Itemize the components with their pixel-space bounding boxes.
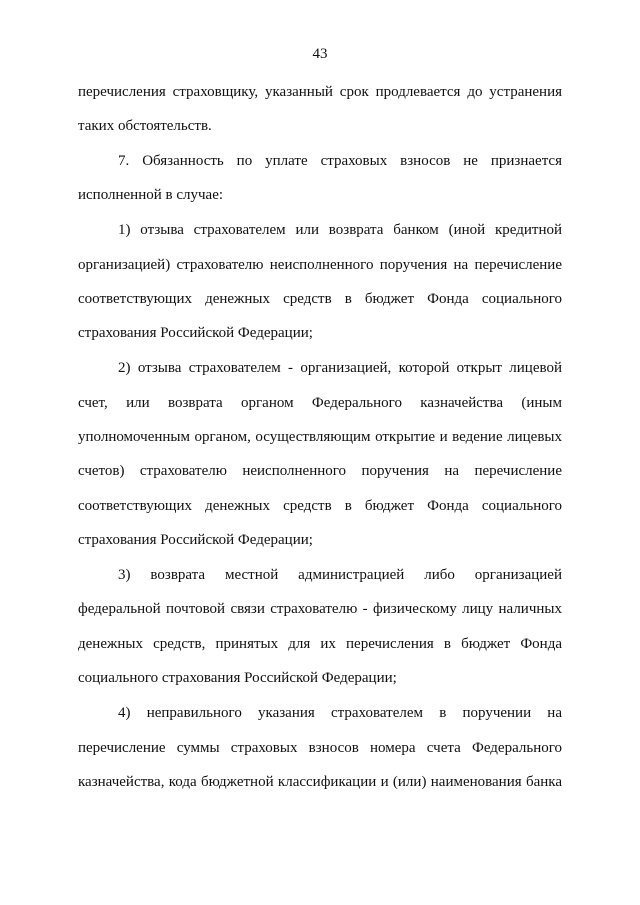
text-line: исполненной в случае: [78, 187, 224, 203]
text-line: федеральной почтовой связи страхователю - физическому лицу наличных [78, 601, 562, 617]
text-line: социального страхования Российской Федерации; [78, 670, 397, 686]
text-line: 2) отзыва страхователем - организацией, которой открыт лицевой [118, 360, 562, 376]
text-line: соответствующих денежных средств в бюджет Фонда социального [78, 291, 562, 307]
text-line: 1) отзыва страхователем или возврата банком (иной кредитной [118, 222, 562, 238]
text-line: 4) неправильного указания страхователем в поручении на [118, 705, 562, 721]
text-line: страхования Российской Федерации; [78, 325, 313, 341]
text-line: денежных средств, принятых для их перечисления в бюджет Фонда [78, 636, 562, 652]
text-line: перечисление суммы страховых взносов номера счета Федерального [78, 740, 562, 756]
text-line: организацией) страхователю неисполненного поручения на перечисление [78, 257, 562, 273]
text-line: страхования Российской Федерации; [78, 532, 313, 548]
text-line: 3) возврата местной администрацией либо организацией [118, 567, 562, 583]
text-line: 7. Обязанность по уплате страховых взносов не признается [118, 153, 562, 169]
text-line: счет, или возврата органом Федерального казначейства (иным [78, 395, 562, 411]
text-line: перечисления страховщику, указанный срок продлевается до устранения [78, 84, 562, 100]
text-line: таких обстоятельств. [78, 118, 212, 134]
text-line: казначейства, кода бюджетной классификации и (или) наименования банка [78, 774, 562, 790]
text-line: соответствующих денежных средств в бюджет Фонда социального [78, 498, 562, 514]
page-number: 43 [312, 46, 328, 62]
text-line: счетов) страхователю неисполненного поручения на перечисление [78, 463, 562, 479]
text-line: уполномоченным органом, осуществляющим открытие и ведение лицевых [78, 429, 562, 445]
